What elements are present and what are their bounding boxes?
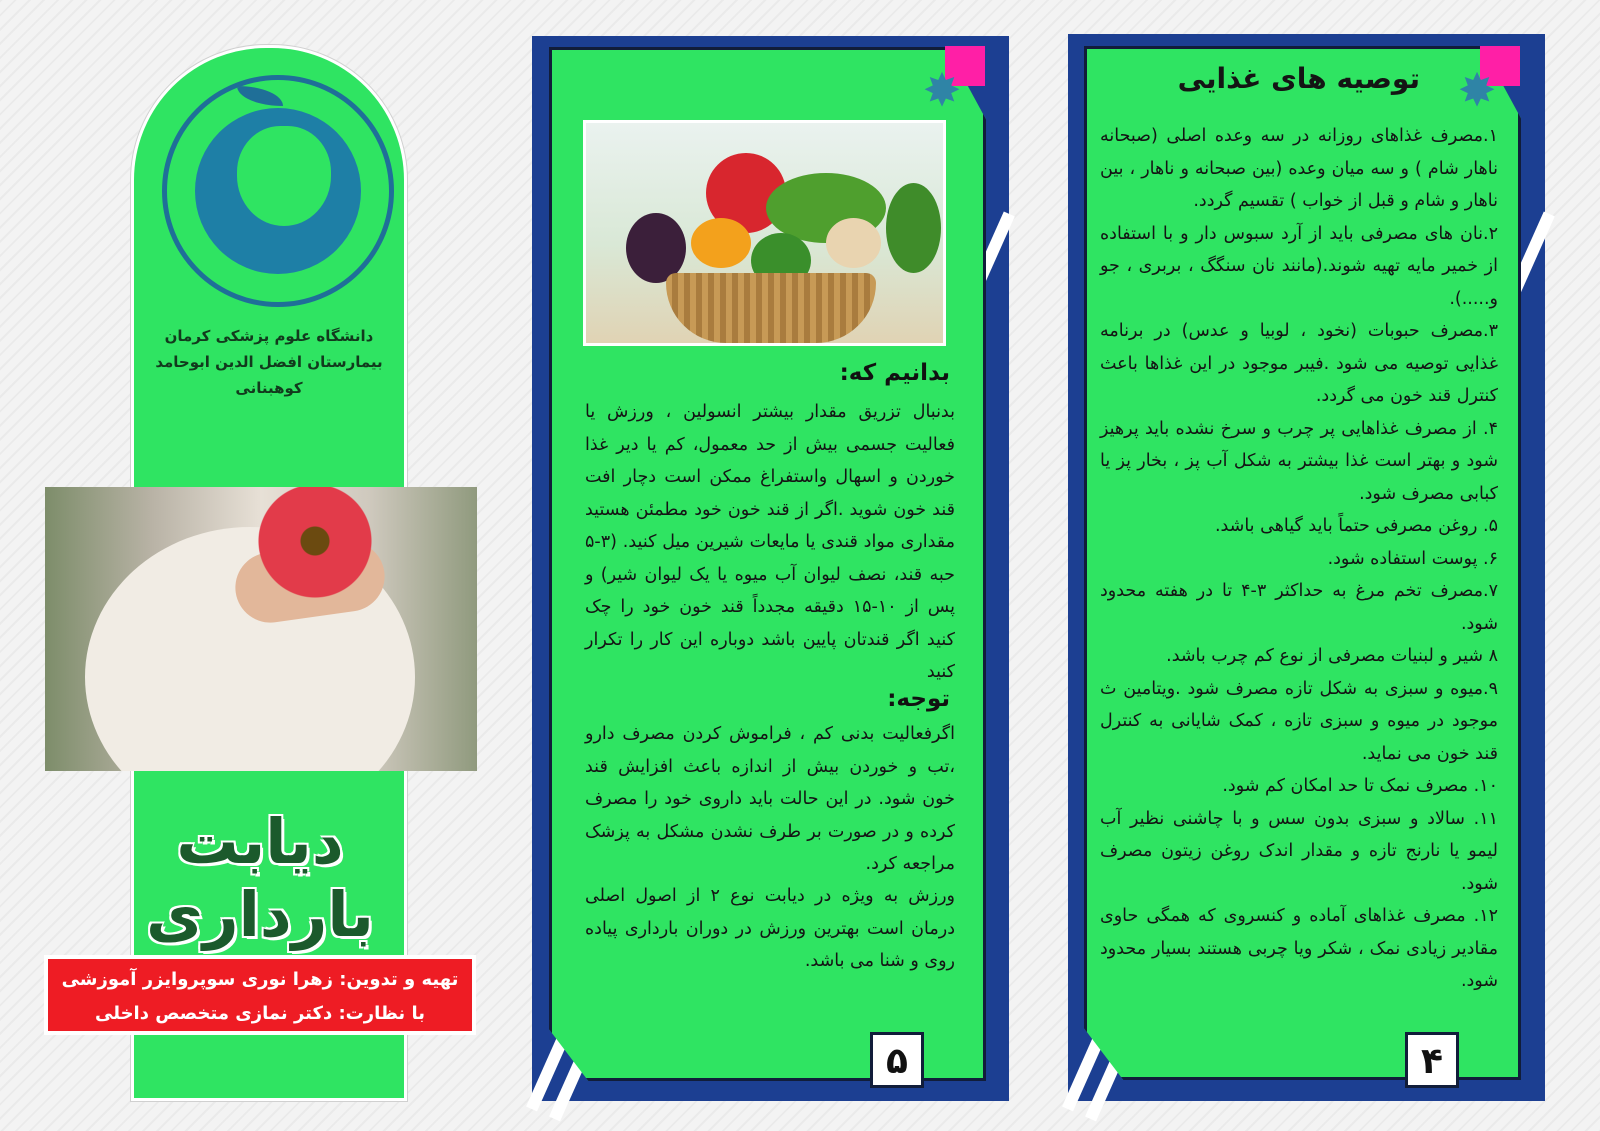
list-item: ۹.میوه و سبزی به شکل تازه مصرف شود .ویتامین ث موجود در میوه و سبزی تازه ، کمک شایانی به کنترل قند خون می نماید.	[1100, 678, 1498, 764]
cover-institution	[131, 323, 407, 401]
list-item: ۵. روغن مصرفی حتماً باید گیاهی باشد.	[1214, 516, 1498, 536]
basket-shape	[666, 273, 876, 343]
flower-icon	[257, 487, 373, 599]
page4-title: توصیه های غذایی	[1177, 62, 1420, 95]
page-number-5: ۵	[870, 1032, 924, 1088]
list-item: ۲.نان های مصرفی باید از آرد سبوس دار و با استفاده از خمیر مایه تهیه شوند.(مانند نان سنگگ ، بربری ، جو و.....).	[1100, 223, 1498, 309]
list-item: ۷.مصرف تخم مرغ به حداکثر ۳-۴ تا در هفته محدود شود.	[1100, 581, 1498, 634]
page5-heading-attention: توجه:	[887, 686, 950, 712]
orange-pepper-shape	[691, 218, 751, 268]
list-item: ۱۰. مصرف نمک تا حد امکان کم شود.	[1222, 776, 1498, 796]
cover-title: دیابت بارداری	[146, 805, 374, 951]
list-item: ۱۲. مصرف غذاهای آماده و کنسروی که همگی حاوی مقادیر زیادی نمک ، شکر ویا چربی هستند بسیار محدود شود.	[1100, 906, 1498, 991]
list-item: ۴. از مصرف غذاهایی پر چرب و سرخ نشده باید پرهیز شود و بهتر است غذا بیشتر به شکل آب پز ، بخار پز یا کبابی مصرف شود.	[1100, 418, 1498, 504]
pregnancy-photo	[45, 487, 477, 771]
page-number-4: ۴	[1405, 1032, 1459, 1088]
star-icon: ✸	[1457, 63, 1497, 117]
parsley-shape	[886, 183, 941, 273]
university-name: دانشگاه علوم پزشکی کرمان	[164, 327, 374, 345]
list-item: ۸ شیر و لبنیات مصرفی از نوع کم چرب باشد.	[1166, 646, 1498, 666]
vegetable-basket-photo	[583, 120, 946, 346]
page5-paragraph-3: ورزش به ویژه در دیابت نوع ۲ از اصول اصلی درمان است بهترین ورزش در دوران بارداری پیاده روی و شنا می باشد.	[585, 886, 955, 971]
page5-paragraph-2: اگرفعالیت بدنی کم ، فراموش کردن مصرف دارو ،تب و خوردن بیش از اندازه باعث افزایش قند خون شود. در این حالت باید داروی خود را مصرف کرده و در صورت بر طرف نشدن مشکل به پزشک مراجعه کرد.	[585, 724, 955, 874]
page5-heading-know: بدانیم که:	[839, 360, 950, 386]
onion-shape	[826, 218, 881, 268]
credit-author: تهیه و تدوین: زهرا نوری سوپروایزر آموزشی	[61, 969, 459, 990]
hospital-name: بیمارستان افضل الدین ابوحامد کوهبنانی	[155, 353, 383, 397]
hospital-logo	[162, 75, 394, 307]
list-item: ۱.مصرف غذاهای روزانه در سه وعده اصلی (صبحانه ناهار شام ) و سه میان وعده (بین صبحانه و ناهار ، بین ناهار و شام و قبل از خواب ) تقسیم گردد.	[1100, 126, 1498, 211]
list-item: ۳.مصرف حبوبات (نخود ، لوبیا و عدس) در برنامه غذایی توصیه می شود .فیبر موجود در این غذاها باعث کنترل قند خون می گردد.	[1100, 321, 1498, 406]
star-icon: ✸	[922, 63, 962, 117]
apple-icon	[237, 126, 331, 226]
list-item: ۱۱. سالاد و سبزی بدون سس و با چاشنی نظیر آب لیمو یا نارنج تازه و مقدار اندک روغن زیتون مصرف شود.	[1100, 808, 1498, 894]
leaf-icon	[237, 86, 283, 106]
credits-box	[44, 955, 476, 1035]
credit-supervisor: با نظارت: دکتر نمازی متخصص داخلی	[95, 1003, 425, 1024]
dietary-list	[1100, 120, 1498, 998]
page5-paragraph-1: بدنبال تزریق مقدار بیشتر انسولین ، ورزش یا فعالیت جسمی بیش از حد معمول، کم یا دیر غذا خوردن و اسهال واستفراغ ممکن است دچار افت قند خون شوید .اگر از قند خون خود مطمئن هستید مقداری مواد قندی یا مایعات شیرین میل کنید. (۳-۵ حبه قند، نصف لیوان آب میوه یا یک لیوان شیر) و پس از ۱۰-۱۵ دقیقه مجدداً قند خون خود را چک کنید اگر قندتان پایین باشد دوباره این کار را تکرار کنید	[585, 402, 955, 682]
list-item: ۶. پوست استفاده شود.	[1327, 548, 1498, 569]
